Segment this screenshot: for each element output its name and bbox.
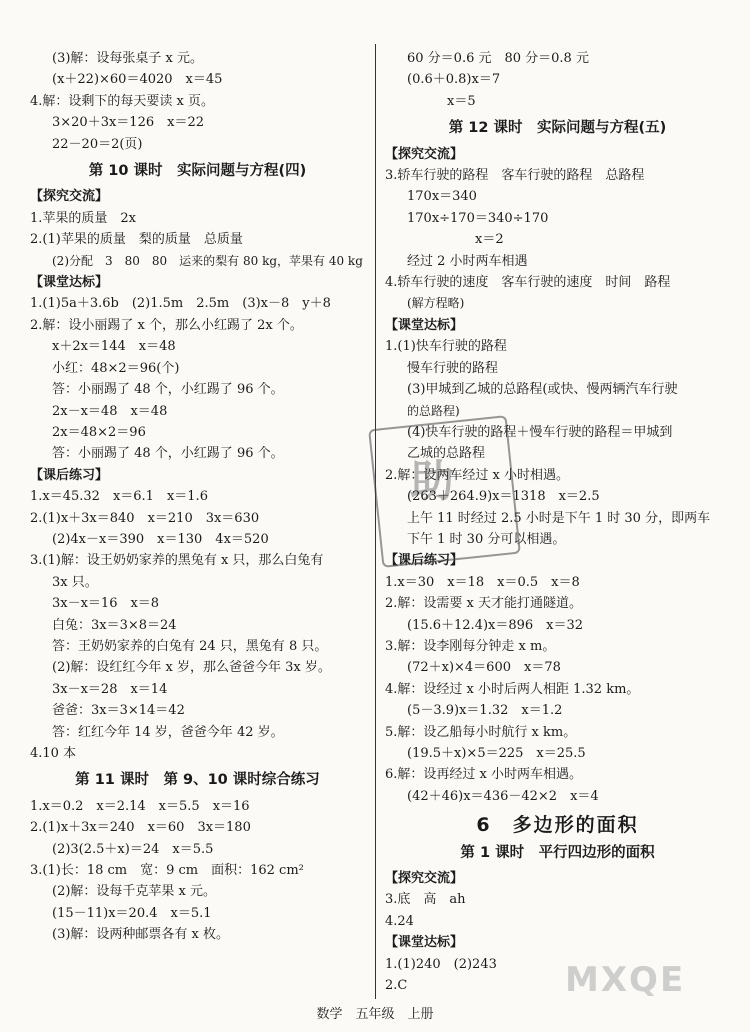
right-block-5 <box>385 889 730 932</box>
answer-line: (2)解：设每千克苹果 x 元。 <box>52 884 217 900</box>
lesson-11-title: 第 11 课时 第 9、10 课时综合练习 <box>75 772 320 789</box>
left-block-5 <box>30 796 365 946</box>
answer-line: 上午 11 时经过 2.5 小时是下午 1 时 30 分，即两车 <box>407 510 711 526</box>
answer-line: 2.(1)x＋3x＝240 x＝60 3x＝180 <box>30 820 251 836</box>
column-divider <box>375 44 376 999</box>
left-block-4 <box>30 486 365 764</box>
answer-line: 3x 只。 <box>52 574 98 590</box>
answer-line: 乙城的总路程 <box>407 446 486 462</box>
section-classwork: 【课堂达标】 <box>385 317 464 333</box>
answer-line: 答：小丽踢了 48 个，小红踢了 96 个。 <box>52 382 284 398</box>
answer-line: 3x－x＝28 x＝14 <box>52 681 168 697</box>
left-block-2 <box>30 208 365 272</box>
right-block-4 <box>385 572 730 807</box>
answer-line: 4.解：设经过 x 小时后两人相距 1.32 km。 <box>385 681 640 697</box>
answer-line: 爸爸：3x＝3×14＝42 <box>52 703 185 719</box>
answer-line: 4.24 <box>385 913 414 929</box>
answer-line: 白兔：3x＝3×8＝24 <box>52 617 177 633</box>
answer-line: (2)3(2.5＋x)＝24 x＝5.5 <box>52 841 214 857</box>
section-explore: 【探究交流】 <box>30 189 109 205</box>
answer-line: 3.底 高 ah <box>385 892 466 908</box>
answer-line: (x＋22)×60＝4020 x＝45 <box>52 72 223 88</box>
answer-line: 4.轿车行驶的速度 客车行驶的速度 时间 路程 <box>385 275 671 291</box>
answer-line: 2.(1)苹果的质量 梨的质量 总质量 <box>30 232 243 248</box>
answer-line: 5.解：设乙船每小时航行 x km。 <box>385 724 577 740</box>
answer-line: (2)4x－x＝390 x＝130 4x＝520 <box>52 531 269 547</box>
answer-line: (15－11)x＝20.4 x＝5.1 <box>52 905 212 921</box>
page-footer: 数学 五年级 上册 <box>316 1007 434 1022</box>
answer-line: 经过 2 小时两车相遇 <box>407 253 528 269</box>
answer-line: 170x＝340 <box>407 189 477 205</box>
section-homework: 【课后练习】 <box>30 467 109 483</box>
left-block-3 <box>30 293 365 464</box>
left-block-1 <box>30 48 365 155</box>
section-classwork-2: 【课堂达标】 <box>385 935 464 951</box>
answer-line: 1.x＝30 x＝18 x＝0.5 x＝8 <box>385 574 580 590</box>
right-block-1 <box>385 48 730 112</box>
answer-line: 170x÷170＝340÷170 <box>407 210 549 226</box>
section-homework: 【课后练习】 <box>385 553 464 569</box>
answer-line: 1.苹果的质量 2x <box>30 210 137 226</box>
lesson-10-title: 第 10 课时 实际问题与方程(四) <box>88 163 307 180</box>
answer-line: 2.解：设小丽踢了 x 个，那么小红踢了 2x 个。 <box>30 317 303 333</box>
answer-line: x＝5 <box>447 93 476 109</box>
answer-line: 3.解：设李刚每分钟走 x m。 <box>385 638 556 654</box>
answer-line: 的总路程) <box>407 403 460 418</box>
answer-line: 22－20＝2(页) <box>52 136 143 152</box>
left-column <box>30 48 365 946</box>
answer-line: 慢车行驶的路程 <box>407 360 499 376</box>
answer-line: 小红：48×2＝96(个) <box>52 360 180 376</box>
answer-line: (42＋46)x＝436－42×2 x＝4 <box>407 788 599 804</box>
answer-line: (19.5＋x)×5＝225 x＝25.5 <box>407 746 586 761</box>
answer-line: 下午 1 时 30 分可以相遇。 <box>407 531 566 547</box>
answer-line: (2)分配 3 80 80 运来的梨有 80 kg，苹果有 40 kg <box>52 253 363 268</box>
answer-line: (4)快车行驶的路程＋慢车行驶的路程＝甲城到 <box>407 424 673 440</box>
answer-line: x＋2x＝144 x＝48 <box>52 339 176 355</box>
answer-line: 3×20＋3x＝126 x＝22 <box>52 115 204 131</box>
answer-line: 2.解：设需要 x 天才能打通隧道。 <box>385 596 582 612</box>
answer-line: 答：王奶奶家养的白兔有 24 只，黑兔有 8 只。 <box>52 638 328 654</box>
answer-line: 60 分＝0.6 元 80 分＝0.8 元 <box>407 51 589 66</box>
answer-line: (解方程略) <box>407 296 465 311</box>
answer-line: 3x－x＝16 x＝8 <box>52 596 160 612</box>
answer-line: 2x－x＝48 x＝48 <box>52 403 168 419</box>
section-explore-2: 【探究交流】 <box>385 871 464 887</box>
watermark-stamp-logo: 助 <box>410 456 460 507</box>
answer-line: (3)甲城到乙城的总路程(或快、慢两辆汽车行驶 <box>407 382 678 398</box>
corner-watermark-logo: MXQE <box>565 960 686 1000</box>
answer-line: 2.C <box>385 978 408 994</box>
answer-line: (2)解：设红红今年 x 岁，那么爸爸今年 3x 岁。 <box>52 660 331 676</box>
answer-line: 3.(1)解：设王奶奶家养的黑兔有 x 只，那么白兔有 <box>30 553 324 569</box>
answer-line: 3.轿车行驶的路程 客车行驶的路程 总路程 <box>385 168 645 184</box>
answer-line: x＝2 <box>475 232 504 248</box>
answer-line: (72＋x)×4＝600 x＝78 <box>407 660 561 676</box>
answer-line: 1.x＝0.2 x＝2.14 x＝5.5 x＝16 <box>30 798 250 814</box>
answer-line: 1.(1)5a＋3.6b (2)1.5m 2.5m (3)x－8 y＋8 <box>30 296 331 312</box>
answer-line: 2x＝48×2＝96 <box>52 424 146 440</box>
answer-line: (3)解：设两种邮票各有 x 枚。 <box>52 927 230 943</box>
answer-line: (15.6＋12.4)x＝896 x＝32 <box>407 617 584 633</box>
answer-line: 答：红红今年 14 岁，爸爸今年 42 岁。 <box>52 724 284 740</box>
chapter-title: 6 多边形的面积 <box>476 814 639 837</box>
section-classwork: 【课堂达标】 <box>30 275 109 291</box>
lesson-12-title: 第 12 课时 实际问题与方程(五) <box>448 120 667 137</box>
chapter-lesson-1-title: 第 1 课时 平行四边形的面积 <box>460 844 655 861</box>
answer-line: 4.10 本 <box>30 746 77 761</box>
answer-line: 1.(1)240 (2)243 <box>385 956 497 972</box>
right-block-2 <box>385 165 730 315</box>
answer-line: (5－3.9)x＝1.32 x＝1.2 <box>407 703 563 719</box>
answer-line: 3.(1)长：18 cm 宽：9 cm 面积：162 cm² <box>30 863 304 879</box>
section-explore: 【探究交流】 <box>385 146 464 162</box>
answer-line: 4.解：设剩下的每天要读 x 页。 <box>30 93 214 109</box>
answer-line: 答：小丽踢了 48 个，小红踢了 96 个。 <box>52 446 284 462</box>
answer-line: 2.解：设两车经过 x 小时相遇。 <box>385 467 569 483</box>
answer-line: 6.解：设再经过 x 小时两车相遇。 <box>385 767 582 783</box>
answer-line: (3)解：设每张桌子 x 元。 <box>52 51 204 66</box>
answer-line: 1.(1)快车行驶的路程 <box>385 339 507 355</box>
answer-line: 1.x＝45.32 x＝6.1 x＝1.6 <box>30 489 208 505</box>
answer-line: 2.(1)x＋3x＝840 x＝210 3x＝630 <box>30 510 260 526</box>
answer-line: (0.6＋0.8)x＝7 <box>407 72 501 88</box>
answer-line: (263＋264.9)x＝1318 x＝2.5 <box>407 489 600 505</box>
